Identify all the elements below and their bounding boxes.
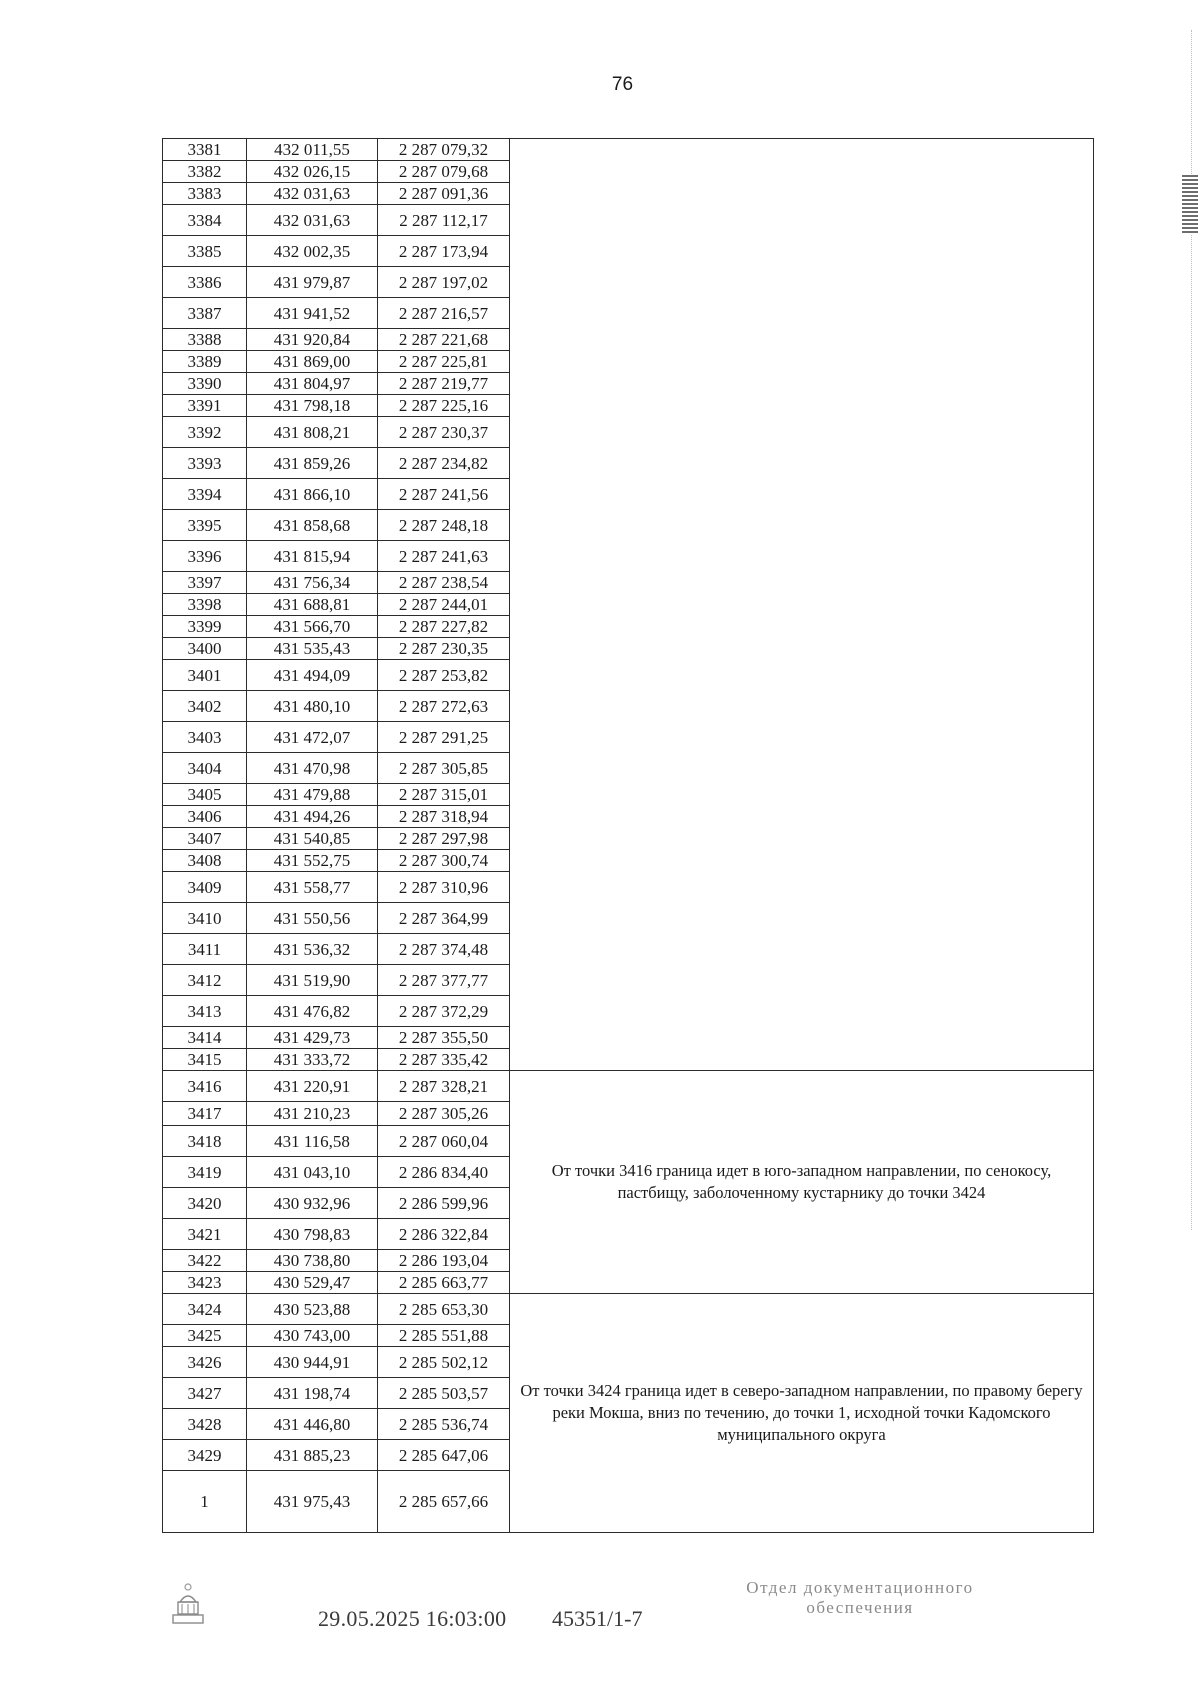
y-coordinate-cell: 2 287 230,35 bbox=[378, 638, 510, 660]
x-coordinate-cell: 431 220,91 bbox=[247, 1071, 378, 1102]
y-coordinate-cell: 2 287 305,85 bbox=[378, 753, 510, 784]
x-coordinate-cell: 431 941,52 bbox=[247, 298, 378, 329]
x-coordinate-cell: 432 002,35 bbox=[247, 236, 378, 267]
point-cell: 3429 bbox=[163, 1440, 247, 1471]
x-coordinate-cell: 432 026,15 bbox=[247, 161, 378, 183]
y-coordinate-cell: 2 287 291,25 bbox=[378, 722, 510, 753]
point-cell: 1 bbox=[163, 1471, 247, 1533]
y-coordinate-cell: 2 287 221,68 bbox=[378, 329, 510, 351]
x-coordinate-cell: 431 798,18 bbox=[247, 395, 378, 417]
y-coordinate-cell: 2 287 227,82 bbox=[378, 616, 510, 638]
x-coordinate-cell: 430 932,96 bbox=[247, 1188, 378, 1219]
point-cell: 3383 bbox=[163, 183, 247, 205]
y-coordinate-cell: 2 285 503,57 bbox=[378, 1378, 510, 1409]
footer-department: Отдел документационного обеспечения bbox=[746, 1578, 974, 1617]
y-coordinate-cell: 2 285 663,77 bbox=[378, 1272, 510, 1294]
y-coordinate-cell: 2 287 241,56 bbox=[378, 479, 510, 510]
x-coordinate-cell: 431 566,70 bbox=[247, 616, 378, 638]
y-coordinate-cell: 2 287 173,94 bbox=[378, 236, 510, 267]
x-coordinate-cell: 431 858,68 bbox=[247, 510, 378, 541]
y-coordinate-cell: 2 287 197,02 bbox=[378, 267, 510, 298]
x-coordinate-cell: 431 333,72 bbox=[247, 1049, 378, 1071]
x-coordinate-cell: 431 866,10 bbox=[247, 479, 378, 510]
point-cell: 3410 bbox=[163, 903, 247, 934]
y-coordinate-cell: 2 285 653,30 bbox=[378, 1294, 510, 1325]
point-cell: 3411 bbox=[163, 934, 247, 965]
table-row bbox=[163, 1071, 1094, 1102]
y-coordinate-cell: 2 287 272,63 bbox=[378, 691, 510, 722]
point-cell: 3382 bbox=[163, 161, 247, 183]
y-coordinate-cell: 2 287 225,81 bbox=[378, 351, 510, 373]
x-coordinate-cell: 431 494,26 bbox=[247, 806, 378, 828]
y-coordinate-cell: 2 287 230,37 bbox=[378, 417, 510, 448]
x-coordinate-cell: 431 859,26 bbox=[247, 448, 378, 479]
x-coordinate-cell: 430 738,80 bbox=[247, 1250, 378, 1272]
x-coordinate-cell: 431 480,10 bbox=[247, 691, 378, 722]
x-coordinate-cell: 431 198,74 bbox=[247, 1378, 378, 1409]
x-coordinate-cell: 430 529,47 bbox=[247, 1272, 378, 1294]
x-coordinate-cell: 431 756,34 bbox=[247, 572, 378, 594]
x-coordinate-cell: 431 808,21 bbox=[247, 417, 378, 448]
x-coordinate-cell: 431 975,43 bbox=[247, 1471, 378, 1533]
page-number: 76 bbox=[611, 74, 634, 95]
footer-datetime: 29.05.2025 16:03:00 bbox=[318, 1606, 507, 1631]
x-coordinate-cell: 431 815,94 bbox=[247, 541, 378, 572]
point-cell: 3406 bbox=[163, 806, 247, 828]
point-cell: 3414 bbox=[163, 1027, 247, 1049]
y-coordinate-cell: 2 287 300,74 bbox=[378, 850, 510, 872]
point-cell: 3409 bbox=[163, 872, 247, 903]
x-coordinate-cell: 432 031,63 bbox=[247, 205, 378, 236]
x-coordinate-cell: 431 494,09 bbox=[247, 660, 378, 691]
y-coordinate-cell: 2 287 216,57 bbox=[378, 298, 510, 329]
point-cell: 3425 bbox=[163, 1325, 247, 1347]
point-cell: 3400 bbox=[163, 638, 247, 660]
x-coordinate-cell: 431 550,56 bbox=[247, 903, 378, 934]
point-cell: 3396 bbox=[163, 541, 247, 572]
y-coordinate-cell: 2 287 315,01 bbox=[378, 784, 510, 806]
point-cell: 3427 bbox=[163, 1378, 247, 1409]
y-coordinate-cell: 2 287 253,82 bbox=[378, 660, 510, 691]
point-cell: 3420 bbox=[163, 1188, 247, 1219]
y-coordinate-cell: 2 287 219,77 bbox=[378, 373, 510, 395]
point-cell: 3398 bbox=[163, 594, 247, 616]
x-coordinate-cell: 431 519,90 bbox=[247, 965, 378, 996]
point-cell: 3388 bbox=[163, 329, 247, 351]
table-row bbox=[163, 1294, 1094, 1325]
point-cell: 3394 bbox=[163, 479, 247, 510]
point-cell: 3402 bbox=[163, 691, 247, 722]
point-cell: 3426 bbox=[163, 1347, 247, 1378]
x-coordinate-cell: 431 558,77 bbox=[247, 872, 378, 903]
footer-doc-number: 45351/1-7 bbox=[552, 1606, 643, 1631]
y-coordinate-cell: 2 287 079,32 bbox=[378, 139, 510, 161]
y-coordinate-cell: 2 287 318,94 bbox=[378, 806, 510, 828]
point-cell: 3419 bbox=[163, 1157, 247, 1188]
point-cell: 3395 bbox=[163, 510, 247, 541]
x-coordinate-cell: 431 043,10 bbox=[247, 1157, 378, 1188]
point-cell: 3408 bbox=[163, 850, 247, 872]
y-coordinate-cell: 2 285 657,66 bbox=[378, 1471, 510, 1533]
y-coordinate-cell: 2 287 234,82 bbox=[378, 448, 510, 479]
y-coordinate-cell: 2 287 355,50 bbox=[378, 1027, 510, 1049]
x-coordinate-cell: 431 116,58 bbox=[247, 1126, 378, 1157]
point-cell: 3428 bbox=[163, 1409, 247, 1440]
y-coordinate-cell: 2 287 244,01 bbox=[378, 594, 510, 616]
x-coordinate-cell: 431 869,00 bbox=[247, 351, 378, 373]
x-coordinate-cell: 431 540,85 bbox=[247, 828, 378, 850]
point-cell: 3407 bbox=[163, 828, 247, 850]
table-row bbox=[163, 139, 1094, 161]
point-cell: 3385 bbox=[163, 236, 247, 267]
x-coordinate-cell: 430 523,88 bbox=[247, 1294, 378, 1325]
x-coordinate-cell: 431 804,97 bbox=[247, 373, 378, 395]
boundary-description-cell bbox=[510, 139, 1094, 1071]
point-cell: 3381 bbox=[163, 139, 247, 161]
x-coordinate-cell: 431 210,23 bbox=[247, 1102, 378, 1126]
x-coordinate-cell: 432 011,55 bbox=[247, 139, 378, 161]
coordinates-table bbox=[162, 138, 1094, 1533]
x-coordinate-cell: 431 446,80 bbox=[247, 1409, 378, 1440]
x-coordinate-cell: 431 979,87 bbox=[247, 267, 378, 298]
y-coordinate-cell: 2 285 647,06 bbox=[378, 1440, 510, 1471]
x-coordinate-cell: 431 472,07 bbox=[247, 722, 378, 753]
y-coordinate-cell: 2 287 310,96 bbox=[378, 872, 510, 903]
point-cell: 3405 bbox=[163, 784, 247, 806]
coordinates-table-body bbox=[163, 139, 1094, 1533]
y-coordinate-cell: 2 286 599,96 bbox=[378, 1188, 510, 1219]
x-coordinate-cell: 431 476,82 bbox=[247, 996, 378, 1027]
y-coordinate-cell: 2 287 225,16 bbox=[378, 395, 510, 417]
point-cell: 3391 bbox=[163, 395, 247, 417]
y-coordinate-cell: 2 287 091,36 bbox=[378, 183, 510, 205]
y-coordinate-cell: 2 287 060,04 bbox=[378, 1126, 510, 1157]
y-coordinate-cell: 2 287 305,26 bbox=[378, 1102, 510, 1126]
point-cell: 3423 bbox=[163, 1272, 247, 1294]
y-coordinate-cell: 2 285 536,74 bbox=[378, 1409, 510, 1440]
point-cell: 3384 bbox=[163, 205, 247, 236]
x-coordinate-cell: 431 552,75 bbox=[247, 850, 378, 872]
x-coordinate-cell: 431 885,23 bbox=[247, 1440, 378, 1471]
boundary-description-cell: От точки 3416 граница идет в юго-западном направлении, по сенокосу, пастбищу, заболоченному кустарнику до точки 3424 bbox=[510, 1071, 1094, 1294]
point-cell: 3386 bbox=[163, 267, 247, 298]
point-cell: 3413 bbox=[163, 996, 247, 1027]
y-coordinate-cell: 2 287 238,54 bbox=[378, 572, 510, 594]
y-coordinate-cell: 2 287 297,98 bbox=[378, 828, 510, 850]
y-coordinate-cell: 2 287 112,17 bbox=[378, 205, 510, 236]
y-coordinate-cell: 2 285 502,12 bbox=[378, 1347, 510, 1378]
x-coordinate-cell: 431 688,81 bbox=[247, 594, 378, 616]
point-cell: 3418 bbox=[163, 1126, 247, 1157]
scan-edge-barcode bbox=[1182, 175, 1198, 235]
x-coordinate-cell: 431 536,32 bbox=[247, 934, 378, 965]
y-coordinate-cell: 2 285 551,88 bbox=[378, 1325, 510, 1347]
point-cell: 3412 bbox=[163, 965, 247, 996]
x-coordinate-cell: 431 535,43 bbox=[247, 638, 378, 660]
x-coordinate-cell: 430 944,91 bbox=[247, 1347, 378, 1378]
boundary-description-cell: От точки 3424 граница идет в северо-западном направлении, по правому берегу реки Мокша, вниз по течению, до точки 1, исходной точки Кадомского муниципального округа bbox=[510, 1294, 1094, 1533]
point-cell: 3399 bbox=[163, 616, 247, 638]
x-coordinate-cell: 431 470,98 bbox=[247, 753, 378, 784]
point-cell: 3415 bbox=[163, 1049, 247, 1071]
point-cell: 3421 bbox=[163, 1219, 247, 1250]
x-coordinate-cell: 431 479,88 bbox=[247, 784, 378, 806]
point-cell: 3389 bbox=[163, 351, 247, 373]
point-cell: 3424 bbox=[163, 1294, 247, 1325]
y-coordinate-cell: 2 287 374,48 bbox=[378, 934, 510, 965]
y-coordinate-cell: 2 287 377,77 bbox=[378, 965, 510, 996]
point-cell: 3397 bbox=[163, 572, 247, 594]
point-cell: 3390 bbox=[163, 373, 247, 395]
point-cell: 3392 bbox=[163, 417, 247, 448]
x-coordinate-cell: 432 031,63 bbox=[247, 183, 378, 205]
point-cell: 3417 bbox=[163, 1102, 247, 1126]
x-coordinate-cell: 430 743,00 bbox=[247, 1325, 378, 1347]
point-cell: 3404 bbox=[163, 753, 247, 784]
x-coordinate-cell: 431 920,84 bbox=[247, 329, 378, 351]
point-cell: 3401 bbox=[163, 660, 247, 691]
point-cell: 3416 bbox=[163, 1071, 247, 1102]
y-coordinate-cell: 2 286 834,40 bbox=[378, 1157, 510, 1188]
y-coordinate-cell: 2 287 241,63 bbox=[378, 541, 510, 572]
y-coordinate-cell: 2 286 193,04 bbox=[378, 1250, 510, 1272]
point-cell: 3387 bbox=[163, 298, 247, 329]
y-coordinate-cell: 2 286 322,84 bbox=[378, 1219, 510, 1250]
x-coordinate-cell: 431 429,73 bbox=[247, 1027, 378, 1049]
point-cell: 3403 bbox=[163, 722, 247, 753]
point-cell: 3393 bbox=[163, 448, 247, 479]
y-coordinate-cell: 2 287 248,18 bbox=[378, 510, 510, 541]
y-coordinate-cell: 2 287 328,21 bbox=[378, 1071, 510, 1102]
y-coordinate-cell: 2 287 079,68 bbox=[378, 161, 510, 183]
y-coordinate-cell: 2 287 372,29 bbox=[378, 996, 510, 1027]
y-coordinate-cell: 2 287 335,42 bbox=[378, 1049, 510, 1071]
point-cell: 3422 bbox=[163, 1250, 247, 1272]
y-coordinate-cell: 2 287 364,99 bbox=[378, 903, 510, 934]
building-stamp-icon bbox=[168, 1580, 208, 1626]
x-coordinate-cell: 430 798,83 bbox=[247, 1219, 378, 1250]
